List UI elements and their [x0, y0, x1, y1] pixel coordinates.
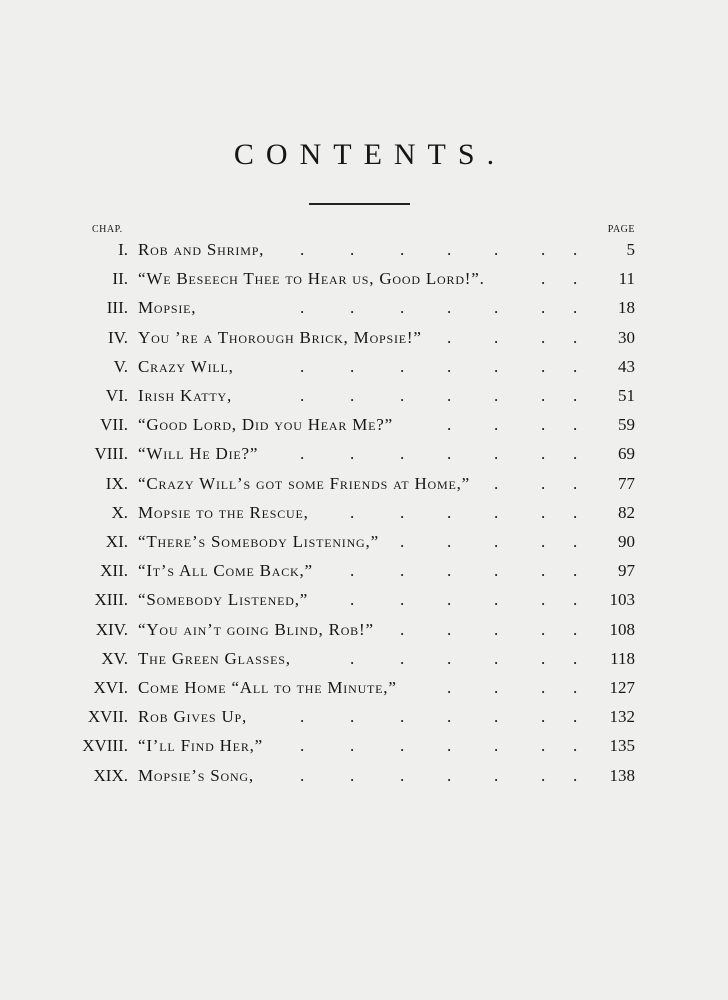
dot-leader: . — [400, 356, 405, 376]
toc-row — [0, 736, 728, 765]
chapter-title: Mopsie, — [138, 298, 197, 318]
dot-leader: . — [350, 356, 355, 376]
page-number: 18 — [618, 298, 635, 318]
chapter-number: XIV. — [95, 619, 128, 639]
chapter-number: XII. — [100, 561, 128, 581]
chapter-title: “Will He Die?” — [138, 444, 259, 464]
chapter-title: Irish Katty, — [138, 386, 233, 405]
dot-leader: . — [400, 765, 405, 785]
toc-row — [0, 532, 728, 561]
dot-leader: . — [573, 707, 578, 727]
dot-leader: . — [350, 240, 355, 259]
dot-leader: . — [350, 590, 355, 610]
dot-leader: . — [447, 736, 452, 756]
dot-leader: . — [300, 707, 305, 727]
toc-row — [0, 678, 728, 707]
toc-row — [0, 561, 728, 590]
chapter-title: “You ain’t going Blind, Rob!” — [138, 619, 374, 639]
dot-leader: . — [541, 736, 546, 756]
dot-leader: . — [494, 298, 499, 318]
dot-leader: . — [573, 561, 578, 581]
dot-leader: . — [494, 765, 499, 785]
chapter-number: III. — [106, 298, 128, 318]
page-number: 51 — [618, 386, 635, 405]
dot-leader: . — [350, 298, 355, 318]
dot-leader: . — [300, 736, 305, 756]
page-title: CONTENTS. — [233, 138, 507, 171]
dot-leader: . — [447, 561, 452, 581]
toc-row — [0, 240, 728, 269]
chapter-title: “Crazy Will’s got some Friends at Home,” — [138, 473, 470, 493]
chapter-number: XIII. — [94, 590, 128, 610]
dot-leader: . — [350, 707, 355, 727]
toc-row — [0, 386, 728, 415]
chapter-title: “It’s All Come Back,” — [138, 561, 313, 581]
dot-leader: . — [447, 765, 452, 785]
page-column-header: PAGE — [607, 224, 635, 235]
page-number: 69 — [618, 444, 635, 464]
toc-row — [0, 620, 728, 649]
dot-leader: . — [400, 736, 405, 756]
chapter-title: Rob and Shrimp, — [138, 240, 265, 259]
dot-leader: . — [494, 648, 499, 668]
toc-row — [0, 503, 728, 532]
dot-leader: . — [350, 765, 355, 785]
dot-leader: . — [447, 590, 452, 610]
chapter-title: “There’s Somebody Listening,” — [138, 532, 379, 551]
page-number: 127 — [609, 678, 635, 697]
dot-leader: . — [494, 386, 499, 405]
dot-leader: . — [573, 327, 578, 347]
dot-leader: . — [541, 765, 546, 785]
dot-leader: . — [573, 648, 578, 668]
dot-leader: . — [573, 736, 578, 756]
page-number: 103 — [609, 590, 635, 610]
chapter-title: The Green Glasses, — [138, 648, 291, 668]
dot-leader: . — [447, 386, 452, 405]
dot-leader: . — [494, 619, 499, 639]
page-number: 90 — [618, 532, 635, 551]
dot-leader: . — [573, 356, 578, 376]
dot-leader: . — [541, 415, 546, 435]
chapter-number: VII. — [100, 415, 128, 435]
page-number: 132 — [609, 707, 635, 727]
toc-row — [0, 766, 728, 795]
dot-leader: . — [541, 444, 546, 464]
dot-leader: . — [541, 619, 546, 639]
chapter-title: Come Home “All to the Minute,” — [138, 678, 397, 697]
dot-leader: . — [400, 386, 405, 405]
page-number: 43 — [618, 356, 635, 376]
toc-row — [0, 298, 728, 327]
chapter-number: XVII. — [87, 707, 128, 727]
dot-leader: . — [300, 356, 305, 376]
chapter-number: XVI. — [93, 678, 128, 697]
dot-leader: . — [494, 561, 499, 581]
toc-row — [0, 357, 728, 386]
dot-leader: . — [350, 648, 355, 668]
dot-leader: . — [541, 648, 546, 668]
dot-leader: . — [447, 678, 452, 697]
dot-leader: . — [494, 356, 499, 376]
toc-row — [0, 415, 728, 444]
chapter-number: IX. — [105, 473, 128, 493]
dot-leader: . — [300, 765, 305, 785]
page-number: 5 — [626, 240, 635, 259]
dot-leader: . — [447, 356, 452, 376]
chapter-number: I. — [118, 240, 128, 259]
dot-leader: . — [300, 386, 305, 405]
dot-leader: . — [447, 415, 452, 435]
chapter-number: VI. — [105, 386, 128, 405]
page-number: 138 — [609, 765, 635, 785]
chapter-number: VIII. — [94, 444, 128, 464]
dot-leader: . — [300, 444, 305, 464]
toc-row — [0, 649, 728, 678]
chapter-title: Mopsie to the Rescue, — [138, 502, 309, 522]
chapter-title: “I’ll Find Her,” — [138, 736, 264, 756]
page-number: 108 — [609, 619, 635, 639]
page-number: 11 — [618, 269, 635, 289]
dot-leader: . — [541, 502, 546, 522]
dot-leader: . — [494, 444, 499, 464]
chapter-title: “Somebody Listened,” — [138, 590, 309, 610]
dot-leader: . — [447, 444, 452, 464]
dot-leader: . — [541, 356, 546, 376]
dot-leader: . — [400, 444, 405, 464]
dot-leader: . — [541, 269, 546, 289]
page-number: 77 — [618, 473, 635, 493]
dot-leader: . — [573, 240, 578, 259]
chapter-number: XV. — [101, 648, 128, 668]
chapter-number: IV. — [108, 327, 128, 347]
dot-leader: . — [573, 444, 578, 464]
dot-leader: . — [573, 590, 578, 610]
dot-leader: . — [350, 386, 355, 405]
dot-leader: . — [541, 386, 546, 405]
dot-leader: . — [573, 269, 578, 289]
toc-row — [0, 269, 728, 298]
dot-leader: . — [541, 678, 546, 697]
dot-leader: . — [447, 648, 452, 668]
dot-leader: . — [350, 444, 355, 464]
toc-row — [0, 590, 728, 619]
dot-leader: . — [494, 415, 499, 435]
dot-leader: . — [573, 415, 578, 435]
dot-leader: . — [400, 590, 405, 610]
dot-leader: . — [573, 765, 578, 785]
chapter-title: Crazy Will, — [138, 356, 234, 376]
dot-leader: . — [494, 240, 499, 259]
dot-leader: . — [494, 473, 499, 493]
chapter-number: XVIII. — [82, 736, 128, 756]
toc-row — [0, 707, 728, 736]
chapter-number: II. — [112, 269, 128, 289]
dot-leader: . — [300, 240, 305, 259]
dot-leader: . — [573, 386, 578, 405]
chapter-number: V. — [113, 356, 128, 376]
dot-leader: . — [447, 619, 452, 639]
chapter-title: Rob Gives Up, — [138, 707, 248, 727]
dot-leader: . — [400, 532, 405, 551]
dot-leader: . — [400, 502, 405, 522]
dot-leader: . — [400, 648, 405, 668]
chapter-title: You ’re a Thorough Brick, Mopsie!” — [138, 327, 422, 347]
dot-leader: . — [494, 502, 499, 522]
toc-row — [0, 444, 728, 473]
dot-leader: . — [494, 327, 499, 347]
dot-leader: . — [447, 502, 452, 522]
dot-leader: . — [573, 532, 578, 551]
dot-leader: . — [541, 240, 546, 259]
page-number: 97 — [618, 561, 635, 581]
page-number: 135 — [609, 736, 635, 756]
chapter-title: “Good Lord, Did you Hear Me?” — [138, 415, 393, 435]
dot-leader: . — [494, 678, 499, 697]
dot-leader: . — [541, 561, 546, 581]
title-rule — [309, 203, 410, 205]
dot-leader: . — [494, 736, 499, 756]
dot-leader: . — [350, 736, 355, 756]
dot-leader: . — [494, 707, 499, 727]
dot-leader: . — [400, 240, 405, 259]
dot-leader: . — [541, 532, 546, 551]
dot-leader: . — [447, 707, 452, 727]
dot-leader: . — [573, 473, 578, 493]
chapter-column-header: CHAP. — [92, 224, 123, 235]
page-number: 59 — [618, 415, 635, 435]
dot-leader: . — [400, 707, 405, 727]
dot-leader: . — [400, 298, 405, 318]
dot-leader: . — [300, 298, 305, 318]
chapter-number: XIX. — [93, 765, 128, 785]
dot-leader: . — [573, 502, 578, 522]
dot-leader: . — [447, 240, 452, 259]
dot-leader: . — [541, 327, 546, 347]
dot-leader: . — [541, 707, 546, 727]
dot-leader: . — [494, 532, 499, 551]
chapter-title: Mopsie’s Song, — [138, 765, 254, 785]
chapter-number: XI. — [105, 532, 128, 551]
page-number: 82 — [618, 502, 635, 522]
toc-row — [0, 474, 728, 503]
dot-leader: . — [350, 502, 355, 522]
chapter-title: “We Beseech Thee to Hear us, Good Lord!”. — [138, 269, 485, 289]
page-number: 118 — [610, 648, 635, 668]
dot-leader: . — [573, 678, 578, 697]
dot-leader: . — [447, 327, 452, 347]
chapter-number: X. — [111, 502, 128, 522]
dot-leader: . — [400, 561, 405, 581]
dot-leader: . — [573, 619, 578, 639]
toc-row — [0, 328, 728, 357]
dot-leader: . — [400, 619, 405, 639]
dot-leader: . — [494, 590, 499, 610]
dot-leader: . — [541, 590, 546, 610]
dot-leader: . — [350, 561, 355, 581]
dot-leader: . — [541, 473, 546, 493]
dot-leader: . — [573, 298, 578, 318]
page-number: 30 — [618, 327, 635, 347]
dot-leader: . — [447, 532, 452, 551]
dot-leader: . — [541, 298, 546, 318]
dot-leader: . — [447, 298, 452, 318]
